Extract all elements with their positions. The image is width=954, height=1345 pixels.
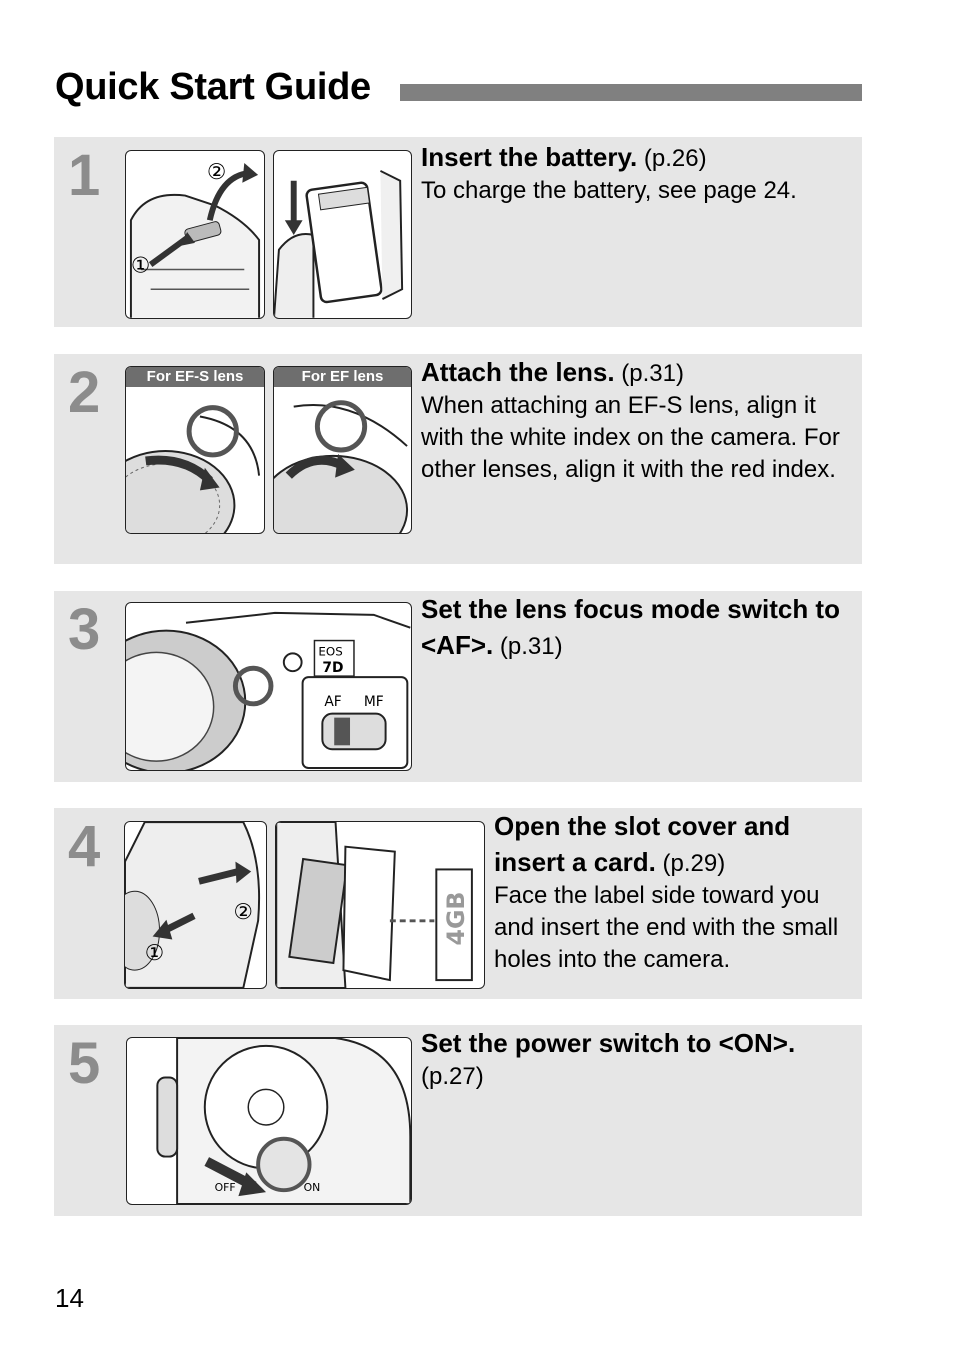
- page-ref: (p.31): [493, 633, 563, 660]
- callout-1: ①: [144, 941, 165, 967]
- page-number: 14: [55, 1283, 84, 1313]
- page-ref: (p.31): [614, 360, 684, 387]
- panel-label-ef-s: For EF-S lens: [126, 367, 264, 387]
- step-5: [54, 1025, 862, 1216]
- lens-mount-icon: [274, 367, 411, 533]
- memory-card-icon: [276, 822, 484, 988]
- camera-lens-icon: [126, 603, 411, 770]
- battery-icon: [274, 151, 411, 318]
- mode-dial-icon: [127, 1038, 411, 1204]
- step-1-text: [421, 139, 851, 207]
- step-4: [54, 808, 862, 999]
- page-ref: (p.29): [655, 850, 726, 877]
- dial-label-on: ON: [303, 1181, 321, 1195]
- focus-switch-illustration: [125, 602, 412, 771]
- dial-label-off: OFF: [214, 1181, 236, 1195]
- step-heading: Set the lens focus mode switch to <AF>.: [421, 594, 840, 660]
- page-ref: (p.26): [637, 145, 707, 172]
- page-ref: (p.27): [421, 1063, 484, 1090]
- camera-badge-model: 7D: [322, 660, 344, 677]
- power-switch-illustration: [126, 1037, 412, 1205]
- step-2-text: [421, 354, 853, 486]
- ef-lens-illustration: [273, 366, 412, 534]
- step-body: When attaching an EF-S lens, align it with the white index on the camera. For other lenses, align it with the red index.: [421, 392, 840, 483]
- step-2: [54, 354, 862, 564]
- card-label: 4GB: [441, 891, 470, 946]
- callout-2: ②: [233, 899, 253, 925]
- step-3: [54, 591, 862, 782]
- switch-label-af: AF: [324, 693, 342, 710]
- step-3-text: [421, 591, 857, 663]
- ef-s-lens-illustration: [125, 366, 265, 534]
- camera-badge-eos: EOS: [318, 644, 343, 659]
- step-number: 1: [68, 143, 101, 208]
- step-heading: Attach the lens.: [421, 357, 615, 387]
- step-heading: Set the power switch to <ON>.: [421, 1028, 796, 1058]
- step-number: 5: [68, 1031, 101, 1096]
- title-rule: [400, 84, 862, 101]
- card-insert-illustration: [275, 821, 485, 989]
- battery-release-icon: [126, 151, 264, 318]
- step-body: Face the label side toward you and insert the end with the small holes into the camera.: [494, 882, 839, 973]
- step-heading: Open the slot cover and insert a card.: [494, 811, 791, 877]
- battery-release-illustration: [125, 150, 265, 319]
- step-body: To charge the battery, see page 24.: [421, 177, 797, 204]
- step-heading: Insert the battery.: [421, 142, 638, 172]
- step-5-text: [421, 1025, 857, 1093]
- step-4-text: [494, 808, 854, 976]
- callout-1: ①: [130, 253, 151, 279]
- switch-label-mf: MF: [363, 693, 384, 710]
- battery-insert-illustration: [273, 150, 412, 319]
- lens-mount-icon: [126, 367, 264, 533]
- slot-cover-illustration: [124, 821, 267, 989]
- step-number: 3: [68, 597, 101, 662]
- step-1: [54, 137, 862, 327]
- camera-grip-icon: [125, 822, 266, 988]
- panel-label-ef: For EF lens: [274, 367, 411, 387]
- page-title: Quick Start Guide: [55, 66, 371, 108]
- step-number: 2: [68, 360, 101, 425]
- step-number: 4: [68, 814, 101, 879]
- callout-2: ②: [206, 159, 227, 185]
